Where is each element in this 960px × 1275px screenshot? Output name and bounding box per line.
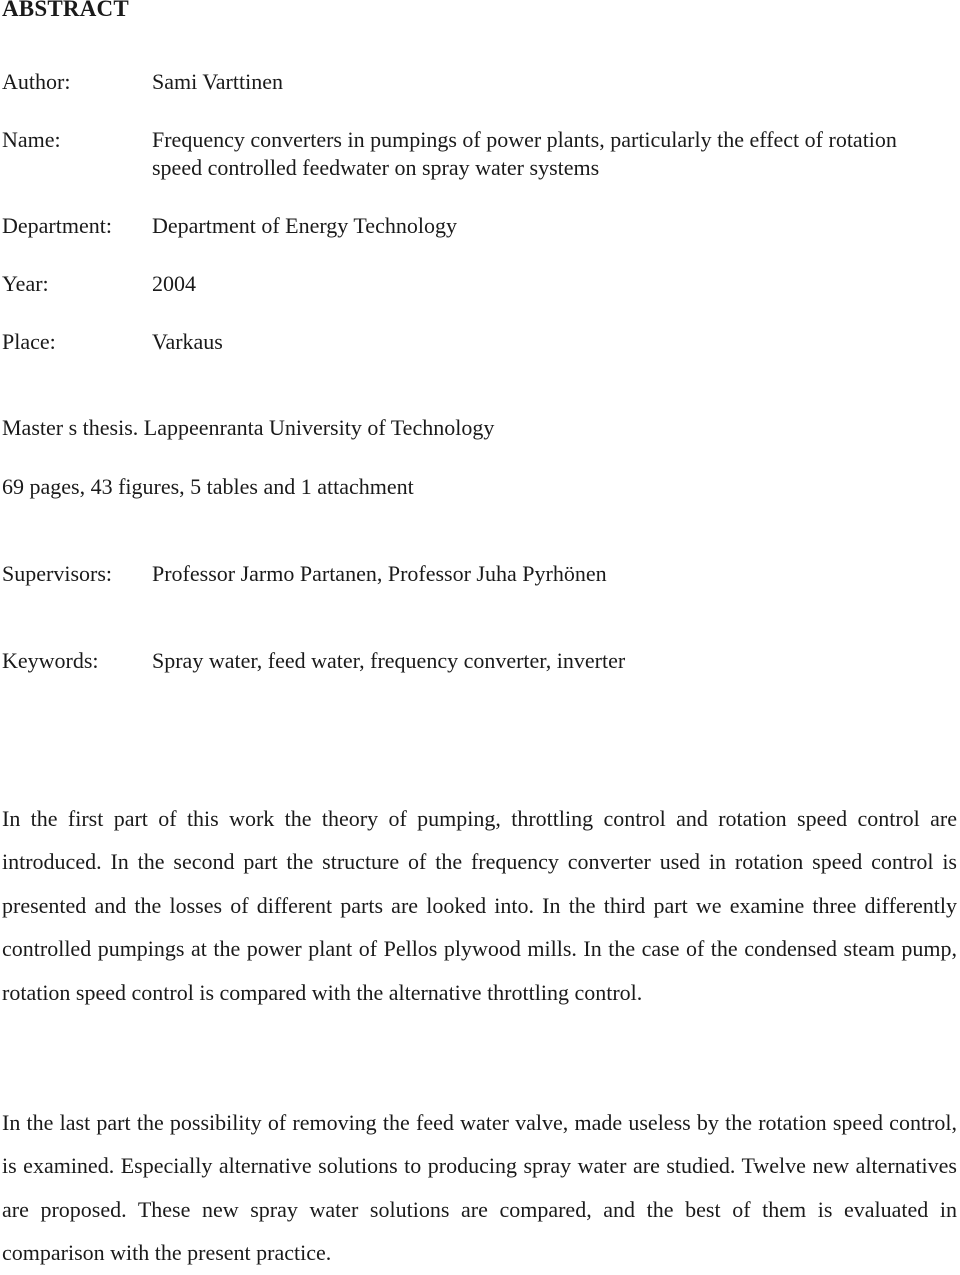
thesis-line: Master s thesis. Lappeenranta University of Technology (2, 415, 495, 440)
department-label: Department: (2, 213, 112, 238)
page-title: ABSTRACT (2, 0, 129, 21)
name-label: Name: (2, 127, 61, 152)
place-value: Varkaus (152, 329, 223, 354)
pages-line: 69 pages, 43 figures, 5 tables and 1 attachment (2, 474, 414, 499)
supervisors-value: Professor Jarmo Partanen, Professor Juha Pyrhönen (152, 561, 607, 586)
place-label: Place: (2, 329, 56, 354)
keywords-value: Spray water, feed water, frequency converter, inverter (152, 648, 626, 673)
year-label: Year: (2, 271, 49, 296)
abstract-paragraph: In the last part the possibility of removing the feed water valve, made useless by the rotation speed control, is examined. Especially alternative solutions to producing spray water are studied. Twelve new alternatives are proposed. These new spray water solutions are compared, and the best of them is evaluated in comparison with the present practice. (2, 1110, 957, 1266)
name-value: Frequency converters in pumpings of power plants, particularly the effect of rotation speed controlled feedwater on spray water systems (152, 127, 897, 180)
abstract-paragraph: In the first part of this work the theory of pumping, throttling control and rotation speed control are introduced. In the second part the structure of the frequency converter used in rotation speed control is presented and the losses of different parts are looked into. In the third part we examine three differently controlled pumpings at the power plant of Pellos plywood mills. In the case of the condensed steam pump, rotation speed control is compared with the alternative throttling control. (2, 806, 957, 1005)
author-value: Sami Varttinen (152, 69, 283, 94)
author-label: Author: (2, 69, 71, 94)
department-value: Department of Energy Technology (152, 213, 457, 238)
year-value: 2004 (152, 271, 196, 296)
keywords-label: Keywords: (2, 648, 99, 673)
supervisors-label: Supervisors: (2, 561, 112, 586)
